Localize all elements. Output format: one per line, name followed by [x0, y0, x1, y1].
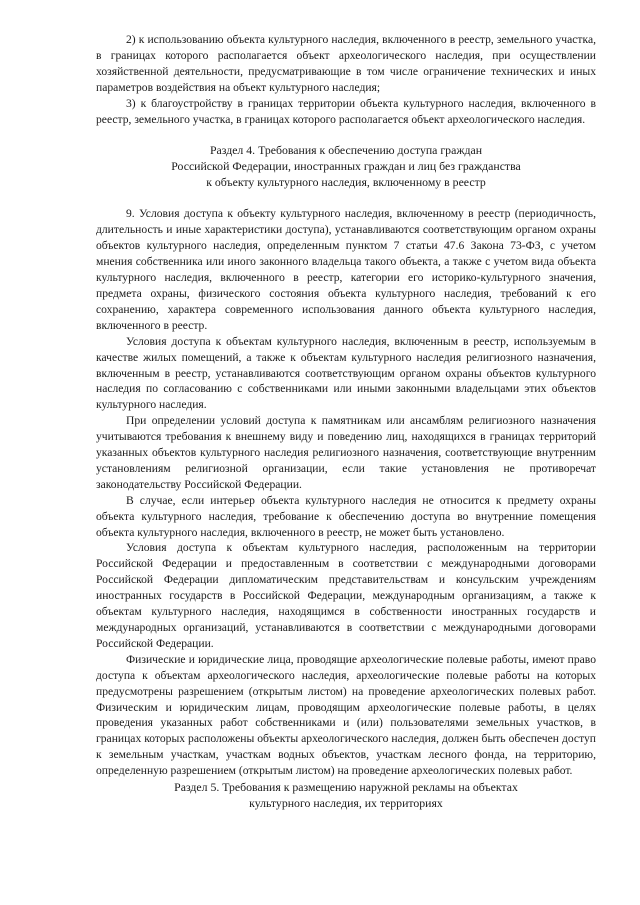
paragraph-diplomatic-access: Условия доступа к объектам культурного наследия, расположенным на территории Российской Федерации и предоставленным в соответствии с международными договорами Российской Федерации дипломатическим представительствам и консульским учреждениям иностранных государств в Российской Федерации, международным организациям, а также к объектам культурного наследия, находящимся в собственности иностранных государств и международных организаций, устанавливаются в соответствии с международными договорами Российской Федерации. — [96, 541, 596, 650]
document-page — [96, 32, 596, 811]
section-5-heading — [96, 779, 596, 811]
section-4-heading-line-1: Раздел 4. Требования к обеспечению доступа граждан — [209, 143, 483, 158]
paragraph-residential-access: Условия доступа к объектам культурного наследия, включенным в реестр, используемым в качестве жилых помещений, а также к объектам культурного наследия религиозного назначения, включенным в реестр, устанавливаются соответствующим органом охраны объектов культурного наследия по согласованию с собственниками или иными законными владельцами этих объектов культурного наследия. — [96, 334, 596, 412]
section-4-heading-line-2: Российской Федерации, иностранных граждан и лиц без гражданства — [171, 159, 521, 174]
paragraph-religious-access: При определении условий доступа к памятникам или ансамблям религиозного назначения учитываются требования к внешнему виду и поведению лиц, находящихся в границах территорий указанных объектов культурного наследия религиозного назначения, соответствующие внутренним установлениям религиозной организации, если такие установления не противоречат законодательству Российской Федерации. — [96, 414, 596, 491]
paragraph-item-3: 3) к благоустройству в границах территории объекта культурного наследия, включенного в реестр, земельного участка, в границах которого располагается объект археологического наследия. — [96, 96, 596, 126]
paragraph-interior-access: В случае, если интерьер объекта культурного наследия не относится к предмету охраны объекта культурного наследия, требование к обеспечению доступа во внутренние помещения объекта культурного наследия, включенного в реестр, не может быть установлено. — [96, 493, 596, 539]
section-5-heading-line-2: культурного наследия, их территориях — [249, 796, 443, 811]
section-5-heading-line-1: Раздел 5. Требования к размещению наружной рекламы на объектах — [174, 780, 518, 795]
paragraph-9: 9. Условия доступа к объекту культурного наследия, включенному в реестр (периодичность, длительность и иные характеристики доступа), устанавливаются соответствующим органом охраны объектов культурного наследия, определенным пунктом 7 статьи 47.6 Закона 73-ФЗ, с учетом мнения собственника или иного законного владельца такого объекта, а также с учетом вида объекта культурного наследия, включенного в реестр, категории его историко-культурного значения, предмета охраны, физического состояния объекта культурного наследия, требований к его сохранению, характера современного использования данного объекта культурного наследия, включенного в реестр. — [96, 207, 596, 332]
paragraph-item-2: 2) к использованию объекта культурного наследия, включенного в реестр, земельного участка, в границах которого располагается объект археологического наследия, при осуществлении хозяйственной деятельности, предусматривающие в том числе ограничение технических и иных параметров воздействия на объект культурного наследия; — [96, 33, 596, 94]
paragraph-archaeological-access: Физические и юридические лица, проводящие археологические полевые работы, имеют право доступа к объектам археологического наследия, археологические полевые работы на которых предусмотрены разрешением (открытым листом) на проведение археологических полевых работ. Физическим и юридическим лицам, проводящим археологические полевые работы, в целях проведения указанных работ собственниками и (или) пользователями земельных участков, в границах которых расположены объекты археологического наследия, должен быть обеспечен доступ к земельным участкам, участкам водных объектов, участкам лесного фонда, на территорию, определенную разрешением (открытым листом) на проведение археологических полевых работ. — [96, 652, 596, 778]
section-4-heading-line-3: к объекту культурного наследия, включенному в реестр — [206, 175, 486, 190]
section-4-heading — [96, 142, 596, 190]
